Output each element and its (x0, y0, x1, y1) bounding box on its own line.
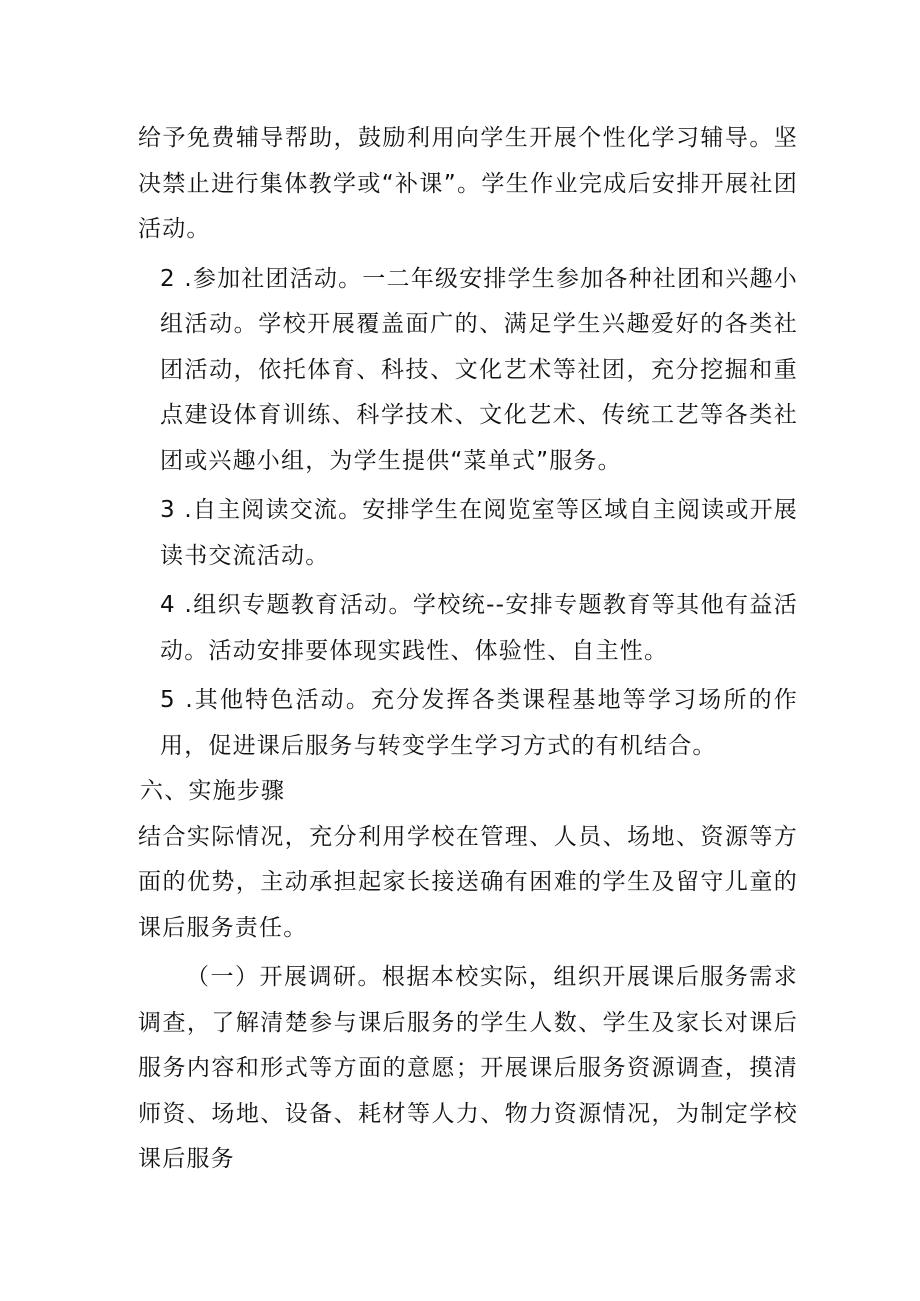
section-heading: 六、实施步骤 (140, 778, 286, 804)
paragraph-item-5: 5 .其他特色活动。充分发挥各类课程基地等学习场所的作用，促进课后服务与转变学生学习方式的有机结合。 (160, 687, 798, 759)
document-body (138, 116, 798, 1183)
paragraph-step-1: （一）开展调研。根据本校实际，组织开展课后服务需求调查，了解清楚参与课后服务的学生人数、学生及家长对课后服务内容和形式等方面的意愿；开展课后服务资源调查，摸清师资、场地、设备、耗材等人力、物力资源情况，为制定学校课后服务 (138, 964, 798, 1172)
paragraph-intro: 给予免费辅导帮助，鼓励利用向学生开展个性化学习辅导。坚决禁止进行集体教学或“补课”。学生作业完成后安排开展社团活动。 (138, 125, 798, 242)
paragraph-item-3: 3 .自主阅读交流。安排学生在阅览室等区域自主阅读或开展读书交流活动。 (160, 497, 798, 569)
paragraph-item-4: 4 .组织专题教育活动。学校统--安排专题教育等其他有益活动。活动安排要体现实践性、体验性、自主性。 (160, 592, 798, 664)
paragraph-item-2: 2 .参加社团活动。一二年级安排学生参加各种社团和兴趣小组活动。学校开展覆盖面广的、满足学生兴趣爱好的各类社团活动，依托体育、科技、文化艺术等社团，充分挖掘和重点建设体育训练、科学技术、文化艺术、传统工艺等各类社团或兴趣小组，为学生提供“菜单式”服务。 (160, 265, 798, 474)
paragraph-section-intro: 结合实际情况，充分利用学校在管理、人员、场地、资源等方面的优势，主动承担起家长接送确有困难的学生及留守儿童的课后服务责任。 (138, 823, 798, 941)
